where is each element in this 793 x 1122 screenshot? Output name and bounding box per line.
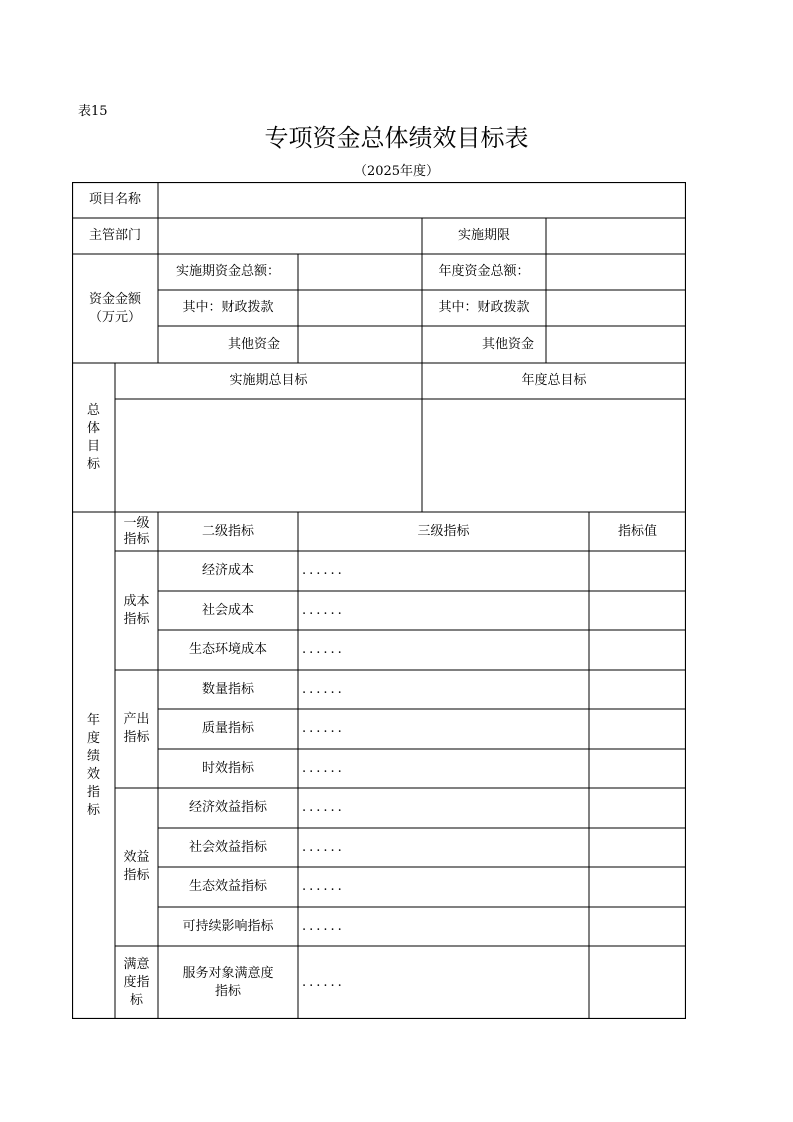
annual-indicator-char: 指 xyxy=(86,784,100,800)
level3-placeholder[interactable]: ...... xyxy=(302,642,345,657)
period-label: 实施期限 xyxy=(457,228,510,243)
group-output-label xyxy=(115,670,158,788)
table-number: 表15 xyxy=(78,104,108,119)
page-subtitle: （2025年度） xyxy=(353,164,440,179)
overall-goal-label xyxy=(72,363,115,512)
period-goal-field[interactable] xyxy=(115,399,422,512)
level2-indicator: 社会效益指标 xyxy=(188,839,267,855)
indicator-value-field[interactable] xyxy=(589,867,686,907)
overall-goal-char: 体 xyxy=(86,420,100,436)
annual-indicator-char: 年 xyxy=(86,712,100,728)
group-benefit-label xyxy=(115,788,158,946)
level2-indicator: 数量指标 xyxy=(201,681,254,697)
level3-placeholder[interactable]: ...... xyxy=(302,721,345,736)
indicator-value-field[interactable] xyxy=(589,630,686,670)
overall-goal-char: 总 xyxy=(86,402,100,418)
annual-fiscal-field[interactable] xyxy=(546,290,686,326)
level3-header: 三级指标 xyxy=(417,523,470,539)
indicator-value-field[interactable] xyxy=(589,709,686,749)
annual-other-label: 其他资金 xyxy=(481,336,534,352)
indicator-value-field[interactable] xyxy=(589,551,686,591)
annual-total-field[interactable] xyxy=(546,254,686,290)
level3-placeholder[interactable]: ...... xyxy=(302,563,345,578)
level2-header: 二级指标 xyxy=(201,523,254,539)
group-label-line: 指标 xyxy=(123,611,150,627)
value-header: 指标值 xyxy=(617,523,657,539)
level1-header xyxy=(115,512,158,551)
project-name-label: 项目名称 xyxy=(88,192,141,207)
indicator-value-field[interactable] xyxy=(589,828,686,867)
group-cost-label xyxy=(115,551,158,670)
level2-indicator: 质量指标 xyxy=(201,721,254,736)
indicator-value-field[interactable] xyxy=(589,946,686,1019)
period-field[interactable] xyxy=(546,218,686,254)
indicator-value-field[interactable] xyxy=(589,788,686,828)
group-label-line: 指标 xyxy=(123,868,150,883)
level2-indicator: 生态效益指标 xyxy=(188,879,267,894)
level3-placeholder[interactable]: ...... xyxy=(302,879,345,894)
indicator-value-field[interactable] xyxy=(589,749,686,788)
annual-goal-header: 年度总目标 xyxy=(521,373,587,388)
funds-label-line1: 资金金额 xyxy=(88,291,141,307)
group-label-line: 度指 xyxy=(123,974,150,990)
level1-header-line2: 指标 xyxy=(123,531,150,547)
period-total-field[interactable] xyxy=(298,254,422,290)
annual-indicator-label xyxy=(72,512,115,1019)
page-title: 专项资金总体绩效目标表 xyxy=(264,124,529,152)
level2-indicator: 经济成本 xyxy=(201,563,254,578)
level3-placeholder[interactable]: ...... xyxy=(302,602,345,618)
group-label-line: 成本 xyxy=(123,593,150,609)
group-label-line: 标 xyxy=(129,992,143,1008)
indicator-value-field[interactable] xyxy=(589,907,686,946)
level3-placeholder[interactable]: ...... xyxy=(302,918,345,934)
performance-goal-table xyxy=(72,182,686,1019)
period-fiscal-label: 其中：财政拨款 xyxy=(182,300,274,315)
overall-goal-char: 目 xyxy=(86,438,100,454)
annual-total-label: 年度资金总额： xyxy=(438,264,530,279)
annual-indicator-char: 度 xyxy=(86,730,100,746)
level3-placeholder[interactable]: ...... xyxy=(302,800,345,815)
level3-placeholder[interactable]: ...... xyxy=(302,760,345,776)
department-label: 主管部门 xyxy=(88,228,141,243)
annual-indicator-char: 标 xyxy=(86,802,100,818)
group-label-line: 产出 xyxy=(123,712,150,727)
level2-indicator: 可持续影响指标 xyxy=(182,918,274,934)
group-label-line: 指标 xyxy=(123,730,150,745)
funds-label xyxy=(72,254,158,363)
annual-indicator-char: 效 xyxy=(86,766,100,782)
funds-label-line2: （万元） xyxy=(88,309,141,325)
level2-indicator: 经济效益指标 xyxy=(188,800,267,815)
group-satisfaction-label xyxy=(115,946,158,1019)
level3-placeholder[interactable]: ...... xyxy=(302,839,345,855)
level2-indicator: 服务对象满意度 指标 xyxy=(182,965,274,999)
project-name-field[interactable] xyxy=(158,182,686,218)
period-total-label: 实施期资金总额： xyxy=(175,264,280,279)
department-field[interactable] xyxy=(158,218,422,254)
group-label-line: 效益 xyxy=(123,850,150,865)
level1-header-line1: 一级 xyxy=(123,515,150,531)
group-label-line: 满意 xyxy=(123,956,150,972)
period-other-field[interactable] xyxy=(298,326,422,363)
overall-goal-char: 标 xyxy=(86,456,100,472)
period-goal-header: 实施期总目标 xyxy=(229,373,308,388)
annual-indicator-char: 绩 xyxy=(86,748,100,764)
indicator-value-field[interactable] xyxy=(589,670,686,709)
annual-fiscal-label: 其中：财政拨款 xyxy=(438,300,530,315)
level2-indicator: 生态环境成本 xyxy=(188,642,267,657)
level2-indicator: 社会成本 xyxy=(201,602,254,618)
level3-placeholder[interactable]: ...... xyxy=(302,681,345,697)
period-other-label: 其他资金 xyxy=(227,336,280,352)
level3-placeholder[interactable]: ...... xyxy=(302,974,345,990)
period-fiscal-field[interactable] xyxy=(298,290,422,326)
annual-goal-field[interactable] xyxy=(422,399,686,512)
indicator-value-field[interactable] xyxy=(589,591,686,630)
annual-other-field[interactable] xyxy=(546,326,686,363)
level2-indicator: 时效指标 xyxy=(201,760,254,776)
